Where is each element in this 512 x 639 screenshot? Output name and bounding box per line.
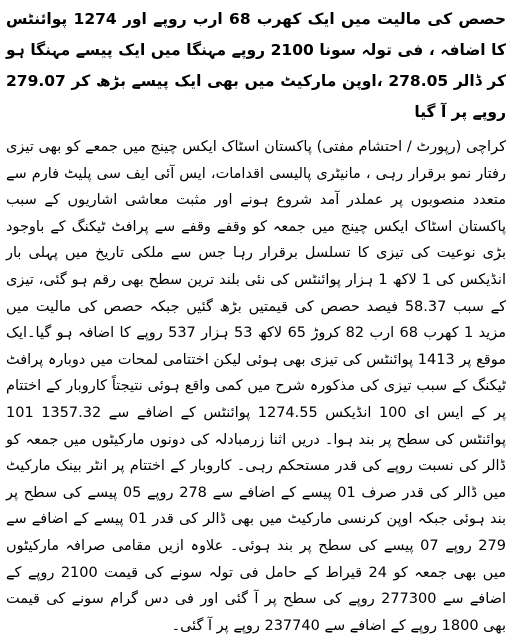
- article-headline: حصص کی مالیت میں ایک کھرب 68 ارب روپے اور 1274 پوائنٹس کا اضافہ ، فی تولہ سونا 2100 روپے مہنگا میں ایک پیسے مہنگا ہو کر ڈالر 278.05 ،اوپن مارکیٹ میں بھی ایک پیسے بڑھ کر 279.07 روپے پر آ گیا: [6, 10, 506, 121]
- article-body: کراچی (رپورٹ / احتشام مفتی) پاکستان اسٹاک ایکس چینج میں جمعے کو بھی تیزی رفتار نمو برقرار رہی ، مانیٹری پالیسی اقدامات، ایس آئی ایف سی پلیٹ فارم سے متعدد منصوبوں پر عملدر آمد شروع ہونے اور مثبت معاشی اشاریوں کے سبب پاکستان اسٹاک ایکس چینج میں جمعہ کو وقفے وقفے سے پرافٹ ٹیکنگ کے باوجود بڑی نوعیت کی تیزی کا تسلسل برقرار رہا جس سے ملکی تاریخ میں پہلی بار انڈیکس کی 1 لاکھ 1 ہزار پوائنٹس کی نئی بلند ترین سطح بھی رقم ہو گئی، تیزی کے سبب 58.37 فیصد حصص کی قیمتیں بڑھ گئیں جبکہ حصص کی مالیت میں مزید 1 کھرب 68 ارب 82 کروڑ 65 لاکھ 53 ہزار 537 روپے کا اضافہ ہو گیا۔ایک موقع پر 1413 پوائنٹس کی تیزی بھی ہوئی لیکن اختتامی لمحات میں دوبارہ پرافٹ ٹیکنگ کے سبب تیزی کی مذکورہ شرح میں کمی واقع ہوئی نتیجتاً کاروبار کے اختتام پر کے ایس ای 100 انڈیکس 1274.55 پوائنٹس کے اضافے سے 1357.32 101 پوائنٹس کی سطح پر بند ہوا۔ دریں اثنا زرمبادلہ کی دونوں مارکیٹوں میں جمعہ کو ڈالر کی نسبت روپے کی قدر مستحکم رہی۔ کاروبار کے اختتام پر انٹر بینک مارکیٹ میں ڈالر کی قدر صرف 01 پیسے کے اضافے سے 278 روپے 05 پیسے کی سطح پر بند ہوئی جبکہ اوپن کرنسی مارکیٹ میں بھی ڈالر کی قدر 01 پیسے کے اضافے سے 279 روپے 07 پیسے کی سطح پر بند ہوئی۔ علاوہ ازیں مقامی صرافہ مارکیٹوں میں بھی جمعہ کو 24 قیراط کے حامل فی تولہ سونے کی قیمت 2100 روپے کے اضافے سے 277300 روپے کی سطح پر آ گئی اور فی دس گرام سونے کی قیمت بھی 1800 روپے کے اضافے سے 237740 روپے پر آ گئی۔: [6, 139, 506, 634]
